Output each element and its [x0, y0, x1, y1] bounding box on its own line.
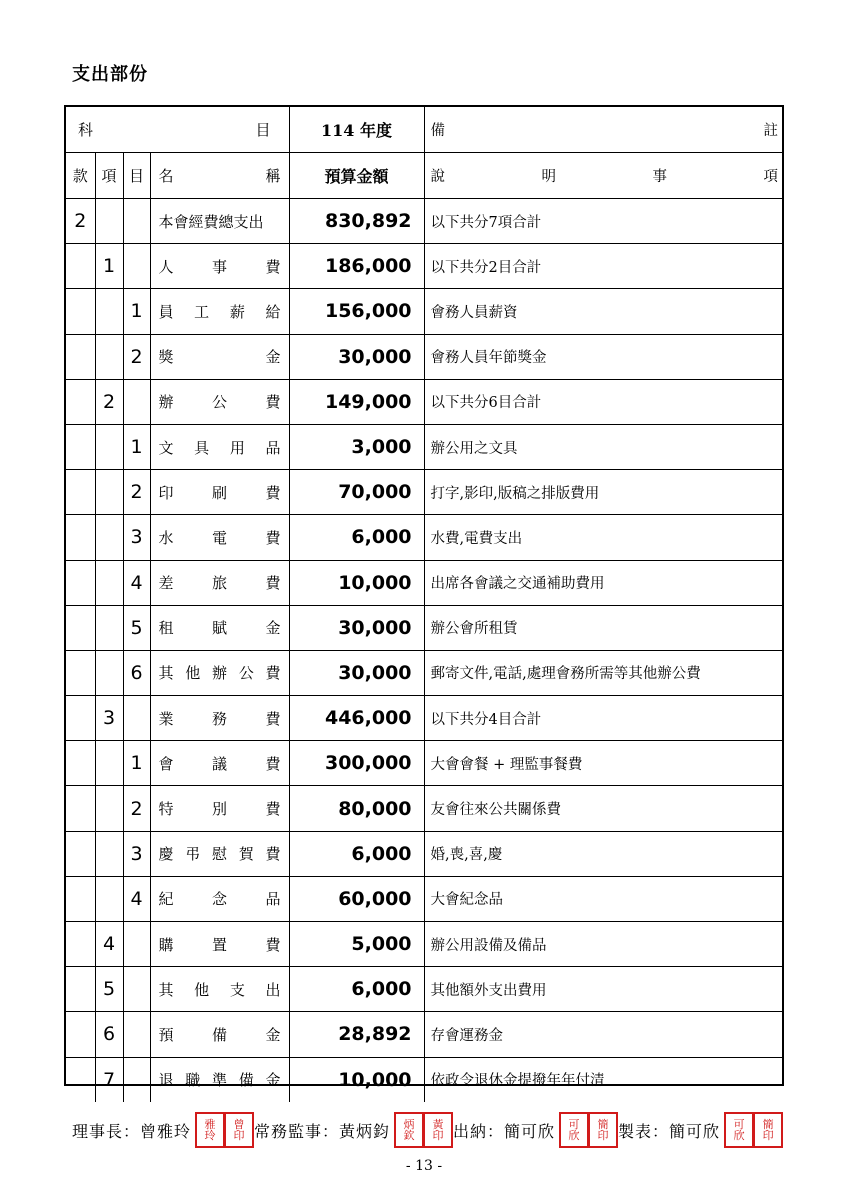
xiang-number: [95, 515, 123, 560]
item-note: 水費,電費支出: [424, 515, 782, 560]
item-note: 以下共分4目合計: [424, 696, 782, 741]
table-row: [66, 1057, 782, 1102]
kuan-number: [66, 605, 95, 650]
mu-number: 2: [123, 786, 150, 831]
budget-amount: 446,000: [289, 696, 424, 741]
kuan-number: [66, 741, 95, 786]
table-row: [66, 244, 782, 289]
item-note: 依政令退休金提撥年年付清: [424, 1057, 782, 1102]
kuan-number: [66, 786, 95, 831]
xiang-number: 2: [95, 379, 123, 424]
table-row: [66, 515, 782, 560]
budget-amount: 3,000: [289, 424, 424, 469]
kuan-number: [66, 876, 95, 921]
item-note: 辦公會所租賃: [424, 605, 782, 650]
item-name: 特 別 費: [150, 786, 289, 831]
header-name: 名 稱: [150, 153, 289, 199]
item-note: 出席各會議之交通補助費用: [424, 560, 782, 605]
item-note: 會務人員薪資: [424, 289, 782, 334]
xiang-number: [95, 741, 123, 786]
budget-amount: 30,000: [289, 605, 424, 650]
cashier-seal: 可 欣 簡 印: [559, 1112, 618, 1148]
header-level-mu: 目: [123, 153, 150, 199]
item-name: 租 賦 金: [150, 605, 289, 650]
table-row: [66, 379, 782, 424]
header-subject: 科 目: [66, 107, 289, 153]
mu-number: 4: [123, 876, 150, 921]
budget-amount: 149,000: [289, 379, 424, 424]
item-note: 婚,喪,喜,慶: [424, 831, 782, 876]
xiang-number: 4: [95, 922, 123, 967]
mu-number: [123, 379, 150, 424]
budget-amount: 10,000: [289, 1057, 424, 1102]
item-name: 其 他 支 出: [150, 967, 289, 1012]
xiang-number: 5: [95, 967, 123, 1012]
item-note: 以下共分6目合計: [424, 379, 782, 424]
mu-number: [123, 199, 150, 244]
header-remark: 備 註: [424, 107, 782, 153]
item-name: 水 電 費: [150, 515, 289, 560]
mu-number: 5: [123, 605, 150, 650]
xiang-number: [95, 470, 123, 515]
item-name: 業 務 費: [150, 696, 289, 741]
mu-number: 2: [123, 334, 150, 379]
budget-table: [64, 105, 784, 1091]
mu-number: [123, 922, 150, 967]
kuan-number: [66, 334, 95, 379]
item-name: 其 他 辦 公 費: [150, 650, 289, 695]
mu-number: [123, 1012, 150, 1057]
item-name: 辦 公 費: [150, 379, 289, 424]
table-row: [66, 334, 782, 379]
mu-number: 3: [123, 831, 150, 876]
chair-label: 理事長：曾雅玲: [72, 1121, 192, 1141]
chair-seal: 雅 玲 曾 印: [195, 1112, 254, 1148]
header-row-2: [66, 153, 782, 199]
table-row: [66, 786, 782, 831]
table-row: [66, 922, 782, 967]
budget-amount: 80,000: [289, 786, 424, 831]
item-name: 退 職 準 備 金: [150, 1057, 289, 1102]
table-row: [66, 741, 782, 786]
budget-amount: 300,000: [289, 741, 424, 786]
kuan-number: [66, 289, 95, 334]
item-name: 印 刷 費: [150, 470, 289, 515]
table-row: [66, 199, 782, 244]
table-row: [66, 876, 782, 921]
item-name: 員 工 薪 給: [150, 289, 289, 334]
xiang-number: 7: [95, 1057, 123, 1102]
budget-amount: 6,000: [289, 515, 424, 560]
xiang-number: [95, 650, 123, 695]
item-name: 紀 念 品: [150, 876, 289, 921]
header-level-xiang: 項: [95, 153, 123, 199]
xiang-number: 1: [95, 244, 123, 289]
xiang-number: [95, 424, 123, 469]
table-row: [66, 470, 782, 515]
item-note: 打字,影印,版稿之排版費用: [424, 470, 782, 515]
item-note: 以下共分7項合計: [424, 199, 782, 244]
table-row: [66, 605, 782, 650]
kuan-number: [66, 831, 95, 876]
kuan-number: [66, 696, 95, 741]
mu-number: 1: [123, 289, 150, 334]
mu-number: 1: [123, 741, 150, 786]
mu-number: 1: [123, 424, 150, 469]
xiang-number: [95, 334, 123, 379]
maker-label: 製表：簡可欣: [618, 1121, 721, 1141]
budget-amount: 30,000: [289, 334, 424, 379]
supervisor-label: 常務監事：黃炳鈞: [254, 1121, 391, 1141]
kuan-number: [66, 1012, 95, 1057]
budget-amount: 60,000: [289, 876, 424, 921]
kuan-number: [66, 922, 95, 967]
mu-number: 3: [123, 515, 150, 560]
xiang-number: [95, 199, 123, 244]
budget-table-grid: [66, 107, 782, 1102]
budget-amount: 186,000: [289, 244, 424, 289]
kuan-number: [66, 967, 95, 1012]
item-note: 存會運務金: [424, 1012, 782, 1057]
maker-seal: 可 欣 簡 印: [724, 1112, 783, 1148]
item-name: 預 備 金: [150, 1012, 289, 1057]
section-heading: 支出部份: [72, 64, 148, 85]
table-row: [66, 1012, 782, 1057]
xiang-number: 6: [95, 1012, 123, 1057]
mu-number: 6: [123, 650, 150, 695]
kuan-number: [66, 650, 95, 695]
header-row-1: [66, 107, 782, 153]
item-note: 其他額外支出費用: [424, 967, 782, 1012]
table-row: [66, 831, 782, 876]
table-row: [66, 650, 782, 695]
mu-number: [123, 1057, 150, 1102]
budget-amount: 830,892: [289, 199, 424, 244]
xiang-number: [95, 831, 123, 876]
budget-amount: 28,892: [289, 1012, 424, 1057]
budget-amount: 30,000: [289, 650, 424, 695]
kuan-number: 2: [66, 199, 95, 244]
item-note: 郵寄文件,電話,處理會務所需等其他辦公費: [424, 650, 782, 695]
mu-number: 2: [123, 470, 150, 515]
item-name: 獎 金: [150, 334, 289, 379]
mu-number: 4: [123, 560, 150, 605]
mu-number: [123, 244, 150, 289]
item-note: 辦公用之文具: [424, 424, 782, 469]
item-note: 大會紀念品: [424, 876, 782, 921]
signature-footer: [72, 1110, 792, 1150]
xiang-number: [95, 786, 123, 831]
item-name: 購 置 費: [150, 922, 289, 967]
xiang-number: [95, 876, 123, 921]
header-explain: 說 明 事 項: [424, 153, 782, 199]
header-level-kuan: 款: [66, 153, 95, 199]
item-name: 本會經費總支出: [150, 199, 289, 244]
item-note: 辦公用設備及備品: [424, 922, 782, 967]
page-number: - 13 -: [405, 1158, 443, 1174]
budget-amount: 6,000: [289, 967, 424, 1012]
kuan-number: [66, 379, 95, 424]
item-note: 大會會餐 + 理監事餐費: [424, 741, 782, 786]
kuan-number: [66, 470, 95, 515]
table-row: [66, 696, 782, 741]
mu-number: [123, 696, 150, 741]
table-row: [66, 289, 782, 334]
item-name: 人 事 費: [150, 244, 289, 289]
item-name: 文 具 用 品: [150, 424, 289, 469]
xiang-number: [95, 289, 123, 334]
kuan-number: [66, 244, 95, 289]
budget-amount: 10,000: [289, 560, 424, 605]
item-name: 會 議 費: [150, 741, 289, 786]
item-name: 差 旅 費: [150, 560, 289, 605]
header-budget: 預算金額: [289, 153, 424, 199]
kuan-number: [66, 560, 95, 605]
cashier-label: 出納：簡可欣: [453, 1121, 556, 1141]
xiang-number: [95, 605, 123, 650]
item-name: 慶 弔 慰 賀 費: [150, 831, 289, 876]
budget-amount: 156,000: [289, 289, 424, 334]
kuan-number: [66, 1057, 95, 1102]
budget-amount: 70,000: [289, 470, 424, 515]
mu-number: [123, 967, 150, 1012]
kuan-number: [66, 515, 95, 560]
item-note: 以下共分2目合計: [424, 244, 782, 289]
xiang-number: [95, 560, 123, 605]
item-note: 友會往來公共關係費: [424, 786, 782, 831]
kuan-number: [66, 424, 95, 469]
budget-amount: 5,000: [289, 922, 424, 967]
xiang-number: 3: [95, 696, 123, 741]
budget-amount: 6,000: [289, 831, 424, 876]
header-year: 114 年度: [289, 107, 424, 153]
supervisor-seal: 炳 欽 黃 印: [394, 1112, 453, 1148]
item-note: 會務人員年節獎金: [424, 334, 782, 379]
table-row: [66, 560, 782, 605]
table-row: [66, 424, 782, 469]
table-row: [66, 967, 782, 1012]
